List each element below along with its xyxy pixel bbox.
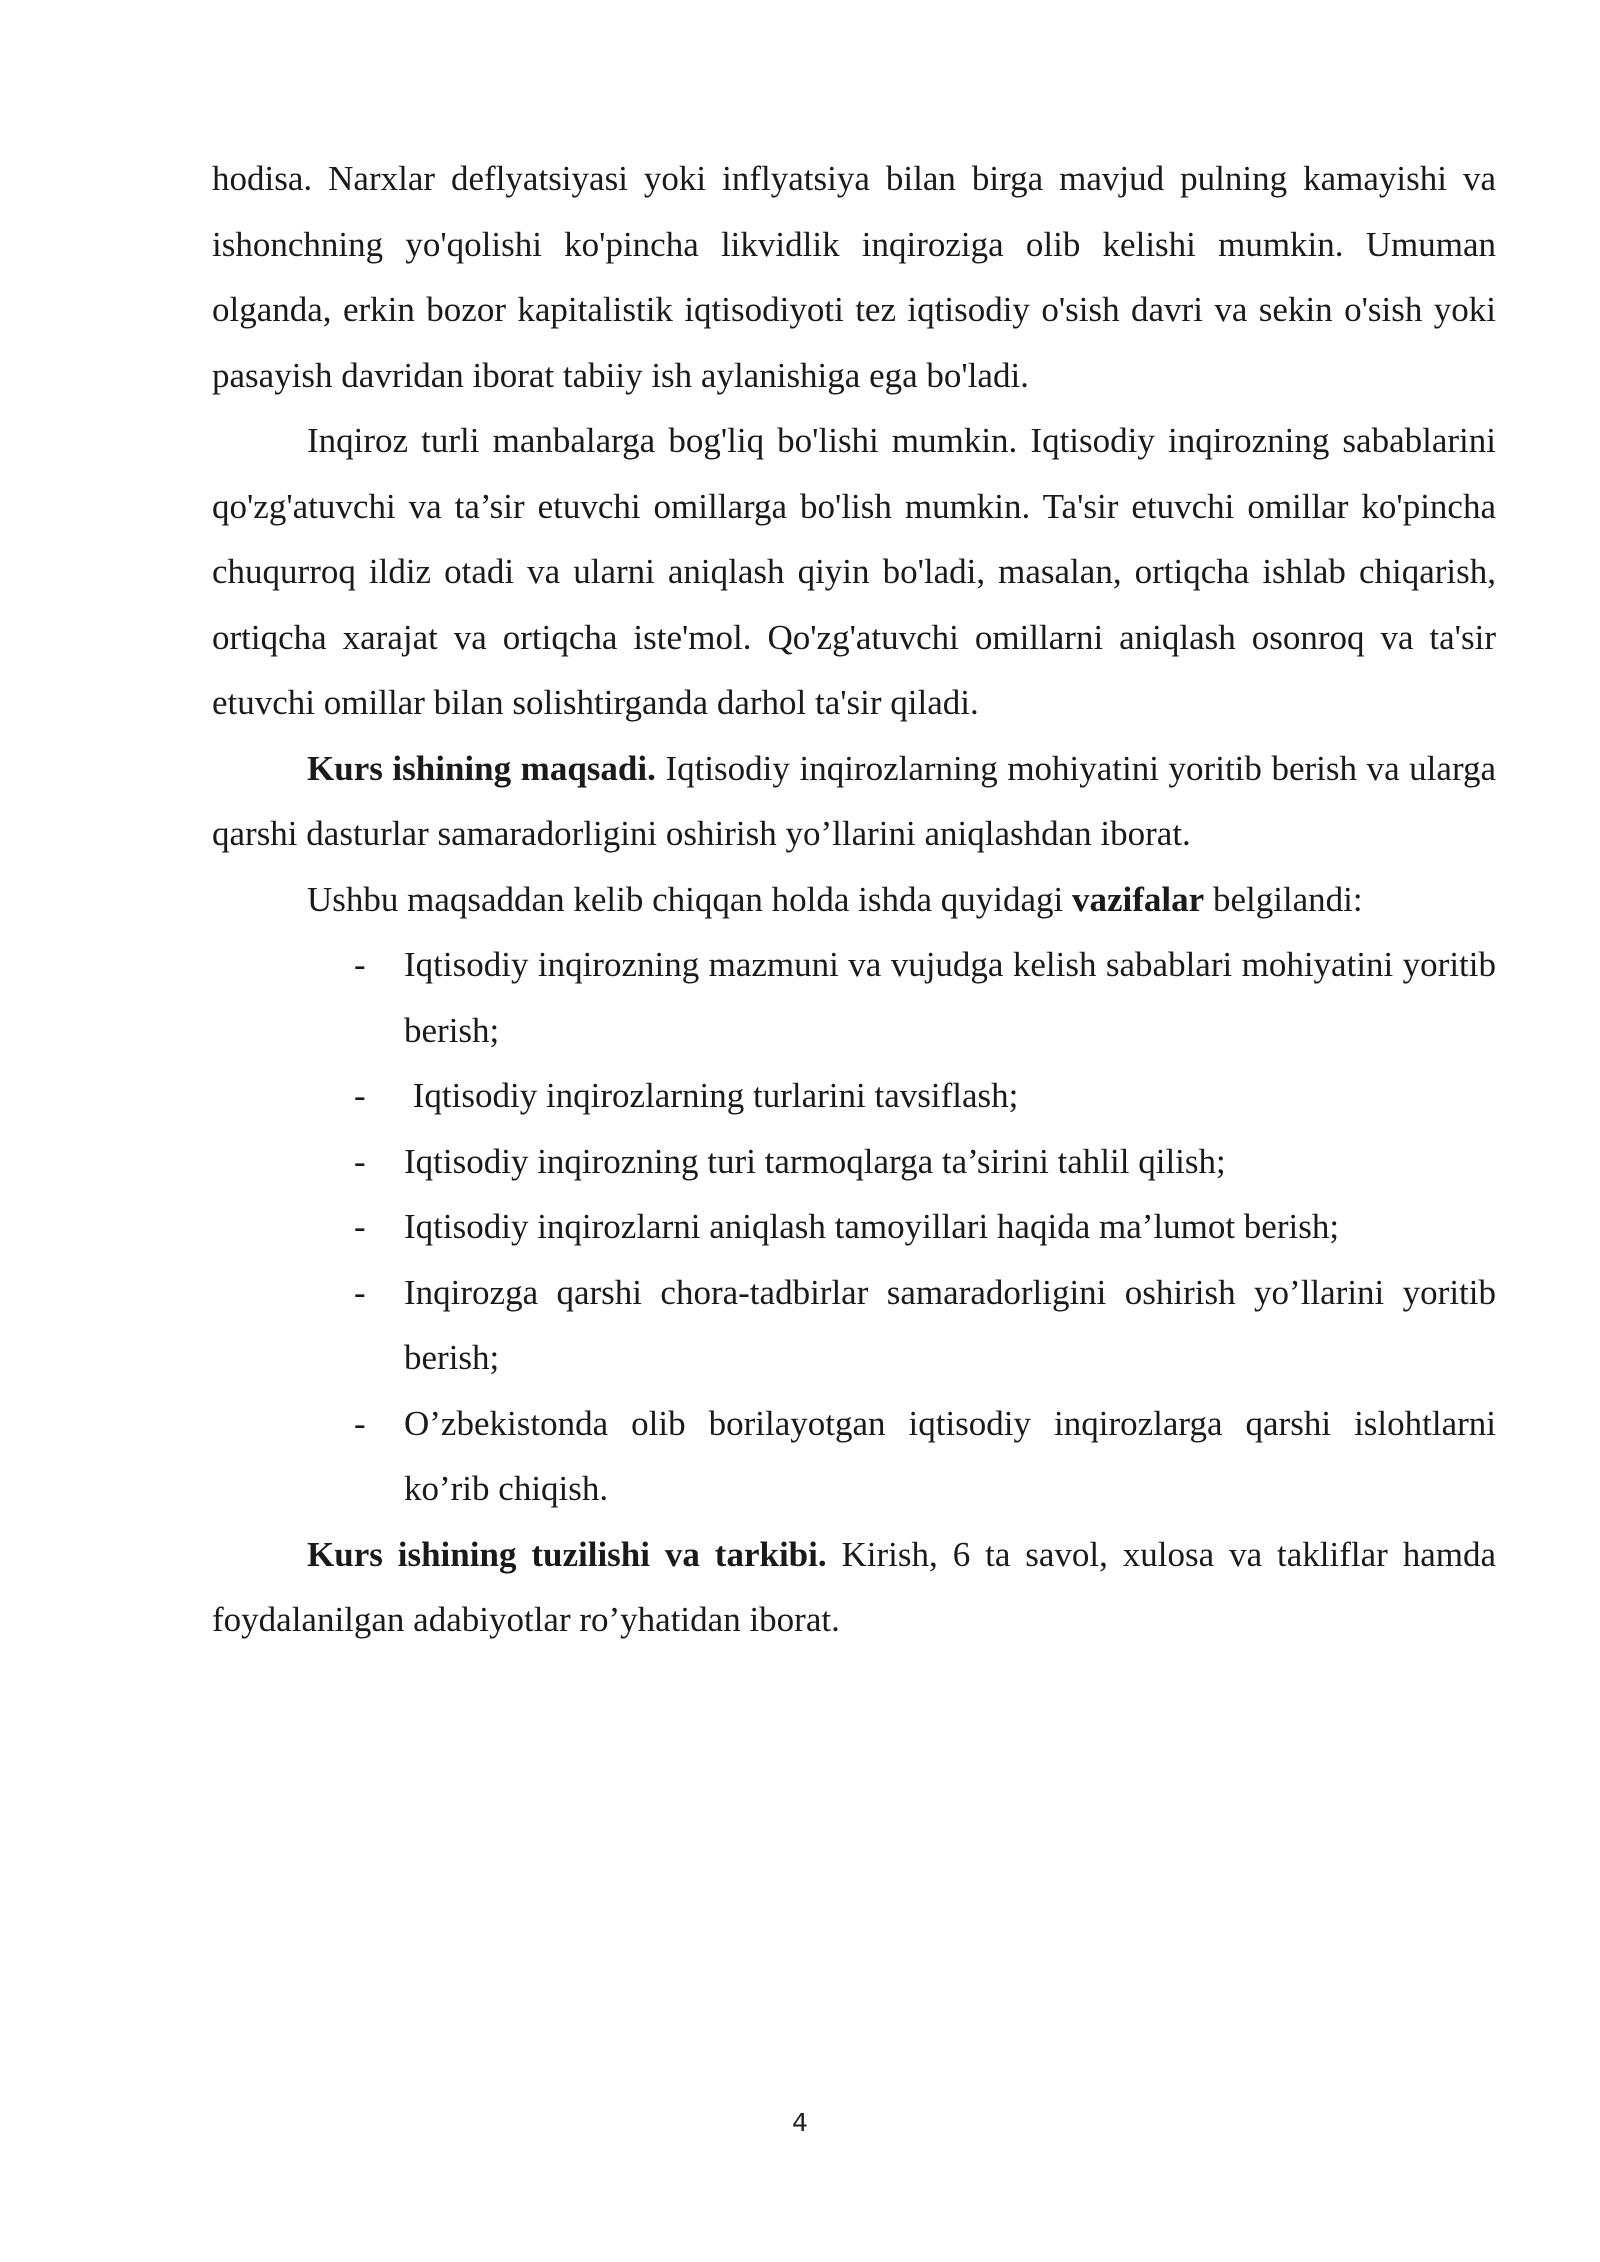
list-item bbox=[354, 1063, 1496, 1129]
list-item-text: Iqtisodiy inqirozning mazmuni va vujudga kelish sabablari mohiyatini yoritib berish; bbox=[404, 945, 1496, 1050]
paragraph-course-structure bbox=[212, 1522, 1496, 1653]
paragraph-course-goal bbox=[212, 736, 1496, 867]
list-item-text: Iqtisodiy inqirozlarning turlarini tavsiflash; bbox=[404, 1076, 1019, 1115]
list-dash: - bbox=[354, 1207, 366, 1246]
course-structure-text: Kirish, 6 ta savol, xulosa va takliflar hamda foydalanilgan adabiyotlar ro’yhatidan iborat. bbox=[212, 1534, 1496, 1639]
course-goal-heading: Kurs ishining maqsadi. bbox=[307, 748, 656, 788]
list-item-text: Iqtisodiy inqirozlarni aniqlash tamoyillari haqida ma’lumot berish; bbox=[404, 1207, 1340, 1246]
list-dash: - bbox=[354, 1076, 366, 1115]
list-dash: - bbox=[354, 1272, 366, 1312]
paragraph-tasks-intro bbox=[212, 867, 1496, 933]
document-page bbox=[212, 146, 1496, 1653]
course-goal-text: Iqtisodiy inqirozlarning mohiyatini yoritib berish va ularga qarshi dasturlar samaradorligini oshirish yo’llarini aniqlashdan iborat. bbox=[212, 748, 1497, 853]
list-item bbox=[354, 1260, 1496, 1391]
list-item-text: Inqirozga qarshi chora-tadbirlar samaradorligini oshirish yo’llarini yoritib berish; bbox=[404, 1272, 1496, 1377]
list-item bbox=[354, 1129, 1496, 1195]
paragraph-crisis-causes: Inqiroz turli manbalarga bog'liq bo'lishi mumkin. Iqtisodiy inqirozning sabablarini qo'zg'atuvchi va ta’sir etuvchi omillarga bo'lish mumkin. Ta'sir etuvchi omillar ko'pincha chuqurroq ildiz otadi va ularni aniqlash qiyin bo'ladi, masalan, ortiqcha ishlab chiqarish, ortiqcha xarajat va ortiqcha iste'mol. Qo'zg'atuvchi omillarni aniqlash osonroq va ta'sir etuvchi omillar bilan solishtirganda darhol ta'sir qiladi. bbox=[212, 421, 1496, 722]
list-item bbox=[354, 1194, 1496, 1260]
list-item bbox=[354, 932, 1496, 1063]
list-item bbox=[354, 1391, 1496, 1522]
list-dash: - bbox=[354, 1141, 366, 1181]
paragraph-continuation: hodisa. Narxlar deflyatsiyasi yoki inflyatsiya bilan birga mavjud pulning kamayishi va ishonchning yo'qolishi ko'pincha likvidlik inqiroziga olib kelishi mumkin. Umuman olganda, erkin bozor kapitalistik iqtisodiyoti tez iqtisodiy o'sish davri va sekin o'sish yoki pasayish davridan iborat tabiiy ish aylanishiga ega bo'ladi. bbox=[212, 159, 1496, 395]
tasks-intro-before: Ushbu maqsaddan kelib chiqqan holda ishda quyidagi bbox=[307, 879, 1072, 919]
page-number: 4 bbox=[792, 2108, 808, 2137]
list-item-text: O’zbekistonda olib borilayotgan iqtisodiy inqirozlarga qarshi islohtlarni ko’rib chiqish. bbox=[404, 1403, 1496, 1508]
tasks-intro-bold: vazifalar bbox=[1072, 879, 1205, 919]
list-item-text: Iqtisodiy inqirozning turi tarmoqlarga ta’sirini tahlil qilish; bbox=[404, 1141, 1226, 1181]
tasks-intro-after: belgilandi: bbox=[1204, 879, 1363, 919]
course-structure-heading: Kurs ishining tuzilishi va tarkibi. bbox=[307, 1534, 827, 1574]
list-dash: - bbox=[354, 1403, 366, 1443]
list-dash: - bbox=[354, 945, 366, 984]
tasks-list bbox=[212, 932, 1496, 1522]
